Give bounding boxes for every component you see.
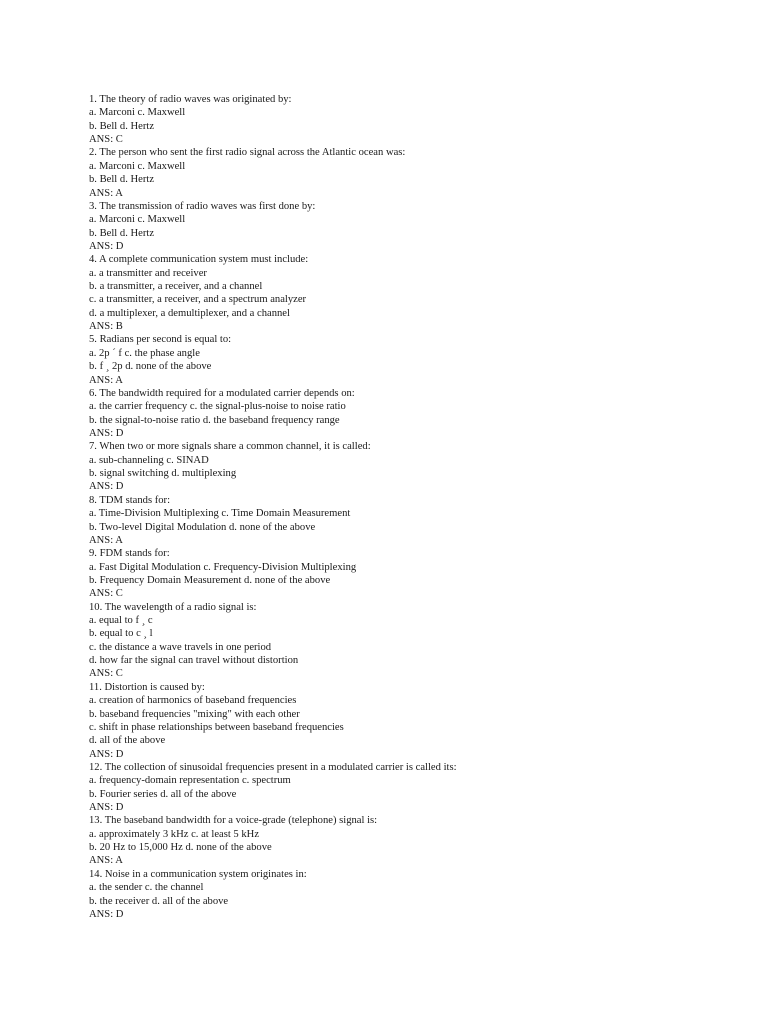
answer-line: ANS: A <box>89 187 123 199</box>
answer-line: ANS: B <box>89 321 123 333</box>
option-line: b. Bell d. Hertz <box>89 227 155 239</box>
question-line: 9. FDM stands for: <box>89 548 170 560</box>
answer-line: ANS: D <box>89 427 124 439</box>
question-line: 13. The baseband bandwidth for a voice-grade (telephone) signal is: <box>89 815 378 827</box>
question-line: 6. The bandwidth required for a modulated carrier depends on: <box>89 387 355 399</box>
option-line: c. shift in phase relationships between baseband frequencies <box>89 721 344 733</box>
option-line: a. 2p ´ f c. the phase angle <box>89 347 200 359</box>
option-line: c. a transmitter, a receiver, and a spectrum analyzer <box>89 294 307 306</box>
answer-line: ANS: A <box>89 855 123 867</box>
option-line: b. a transmitter, a receiver, and a channel <box>89 281 263 293</box>
option-line: b. the signal-to-noise ratio d. the baseband frequency range <box>89 414 340 426</box>
option-line: a. creation of harmonics of baseband frequencies <box>89 695 297 707</box>
question-line: 4. A complete communication system must include: <box>89 254 309 266</box>
answer-line: ANS: C <box>89 134 123 146</box>
option-line: a. Marconi c. Maxwell <box>89 214 186 226</box>
option-line: b. equal to c ¸ l <box>89 628 153 640</box>
answer-line: ANS: D <box>89 908 124 920</box>
question-line: 7. When two or more signals share a common channel, it is called: <box>89 441 371 453</box>
question-line: 8. TDM stands for: <box>89 494 171 506</box>
answer-line: ANS: D <box>89 748 124 760</box>
option-line: a. Time-Division Multiplexing c. Time Domain Measurement <box>89 508 351 520</box>
option-line: b. Frequency Domain Measurement d. none of the above <box>89 574 331 586</box>
option-line: a. equal to f ¸ c <box>89 615 153 627</box>
question-line: 14. Noise in a communication system originates in: <box>89 868 307 880</box>
question-line: 5. Radians per second is equal to: <box>89 334 232 346</box>
option-line: a. the carrier frequency c. the signal-plus-noise to noise ratio <box>89 401 346 413</box>
question-line: 3. The transmission of radio waves was first done by: <box>89 200 316 212</box>
option-line: a. Marconi c. Maxwell <box>89 160 186 172</box>
option-line: b. signal switching d. multiplexing <box>89 468 237 480</box>
option-line: b. Bell d. Hertz <box>89 120 155 132</box>
option-line: a. Marconi c. Maxwell <box>89 107 186 119</box>
option-line: d. all of the above <box>89 735 166 747</box>
answer-line: ANS: D <box>89 240 124 252</box>
option-line: a. a transmitter and receiver <box>89 267 207 279</box>
option-line: d. how far the signal can travel without distortion <box>89 655 299 667</box>
option-line: b. Fourier series d. all of the above <box>89 788 237 800</box>
option-line: c. the distance a wave travels in one period <box>89 641 272 653</box>
option-line: a. Fast Digital Modulation c. Frequency-Division Multiplexing <box>89 561 357 573</box>
question-line: 12. The collection of sinusoidal frequencies present in a modulated carrier is called its: <box>89 761 457 773</box>
option-line: b. the receiver d. all of the above <box>89 895 229 907</box>
question-line: 10. The wavelength of a radio signal is: <box>89 601 257 613</box>
question-line: 11. Distortion is caused by: <box>89 681 205 693</box>
option-line: b. f ¸ 2p d. none of the above <box>89 361 212 373</box>
option-line: d. a multiplexer, a demultiplexer, and a channel <box>89 307 290 319</box>
option-line: b. Bell d. Hertz <box>89 174 155 186</box>
answer-line: ANS: A <box>89 534 123 546</box>
option-line: a. sub-channeling c. SINAD <box>89 454 209 466</box>
option-line: a. the sender c. the channel <box>89 882 204 894</box>
option-line: b. Two-level Digital Modulation d. none of the above <box>89 521 316 533</box>
answer-line: ANS: A <box>89 374 123 386</box>
option-line: b. 20 Hz to 15,000 Hz d. none of the above <box>89 842 272 854</box>
question-line: 1. The theory of radio waves was originated by: <box>89 94 292 105</box>
answer-line: ANS: D <box>89 802 124 814</box>
answer-line: ANS: D <box>89 481 124 493</box>
option-line: a. frequency-domain representation c. spectrum <box>89 775 291 787</box>
option-line: a. approximately 3 kHz c. at least 5 kHz <box>89 828 260 840</box>
option-line: b. baseband frequencies "mixing" with each other <box>89 708 300 720</box>
answer-line: ANS: C <box>89 588 123 600</box>
question-line: 2. The person who sent the first radio signal across the Atlantic ocean was: <box>89 147 406 159</box>
question-text-block <box>89 93 749 921</box>
answer-line: ANS: C <box>89 668 123 680</box>
